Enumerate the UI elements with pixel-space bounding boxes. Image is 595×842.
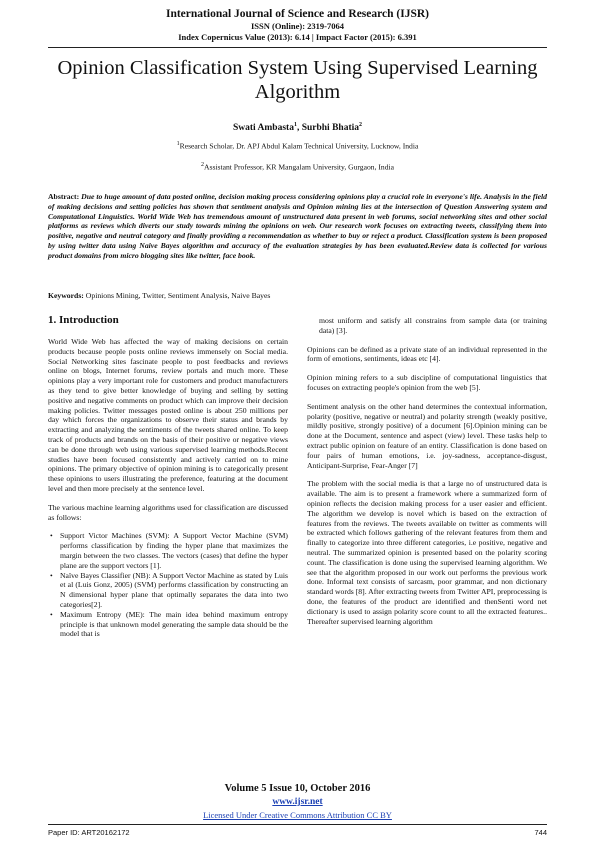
abstract-label: Abstract: [48, 192, 80, 201]
list-item-text: Maximum Entropy (ME): The main idea behind maximum entropy principle is that unknown model generating the sample data should be the model that is [60, 609, 288, 639]
footer-license-link[interactable]: Licensed Under Creative Commons Attribution CC BY [203, 810, 392, 820]
affiliation-2-mark: 2 [201, 162, 205, 168]
footer-volume: Volume 5 Issue 10, October 2016 [224, 783, 371, 794]
paragraph-opinions: Opinions can be defined as a private state of an individual represented in the form of emotions, sentiments, ideas etc [4]. [307, 344, 547, 364]
affiliation-1-mark: 1 [176, 141, 180, 147]
keywords [48, 291, 547, 300]
list-item-text: Support Victor Machines (SVM): A Support Vector Machine (SVM) performs classification by finding the hyper plane that maximizes the margin between the two classes. The vectors (cases) that define the hyper plane are the support vectors [1]. [60, 531, 288, 570]
page-number: 744 [534, 828, 547, 837]
affiliation-1 [48, 141, 547, 151]
paper-title: Opinion Classification System Using Supervised Learning Algorithm [57, 57, 538, 103]
footer-divider [48, 824, 547, 825]
left-column [48, 337, 288, 639]
intro-paragraph-2: The various machine learning algorithms used for classification are discussed as follows: [48, 502, 288, 522]
paragraph-sentiment-analysis: Sentiment analysis on the other hand determines the contextual information, polarity (positive, negative or neutral) and polarity strength (weakly positive, mildly positive, strongly positive) of a document [6].Opinion mining can be done at the Document, sentence and aspect (view) level. These tasks help to extract public opinion on feature of an entity. Classification is done based on four pairs of human emotions, i.e. joy-sadness, acceptance-disgust, Anticipant-Surprise, Fear-Anger [7] [307, 401, 547, 470]
affiliation-1-text: Research Scholar, Dr. APJ Abdul Kalam Technical University, Lucknow, India [179, 141, 419, 151]
header-divider [48, 47, 547, 48]
footer-paper-id: Paper ID: ART20162172 [48, 828, 130, 837]
paragraph-problem: The problem with the social media is that a large no of unstructured data is available. The aim is to present a framework where a summarized form of opinion reflects the decision making process for a user easier and efficient. The algorithm we develop is novel which is based on the extraction of features from the reviews. The tweets available on twitter as comments will be extracted which follows gathering of the relevant features from them and finally to categorize into three different categories, i.e positive, negative and neutral. The summarized opinion is presented based on the polarity scoring count. The classification is done using the supervised learning algorithm. We see that the algorithm proposed in our work out performs the previous work done. Informal text consists of sarcasm, poor grammar, and non dictionary standard words [8]. After extracting tweets from Twitter API, preprocessing is done, the features of the product are identified and thenSenti word net dictionary is used to assign polarity score count to all the extracted features.. Thereafter supervised learning algorithm [307, 479, 547, 626]
keywords-label: Keywords: [48, 291, 84, 300]
footer-url-link[interactable]: www.ijsr.net [272, 797, 323, 807]
algorithm-list [48, 531, 288, 639]
list-item [48, 531, 288, 570]
abstract-text: Due to huge amount of data posted online, decision making process considering opinions play a crucial role in everyone's life. Analysis in the field of making decisions and setting policies has shown that sentiment analysis and Opinion mining lies at the intersection of Question Answering system and Computational Linguistics. World Wide Web has tremendous amount of unstructured data present in web forums, social networking sites and other social platforms as reviews which diverts our study towards mining the opinions on web. Our research work focuses on extracting tweets, classifying them into positive, negative and neutral category and finally providing a recommendation as whether to buy or reject a product. Classification system is been proposed by using twitter data using Naive Bayes algorithm and accuracy of the evaluation strategies by has been evaluated.Review data is collected for various product domains from micro blogging sites like twitter, face book. [48, 192, 548, 260]
journal-header [0, 8, 595, 43]
author-1: Swati Ambasta [232, 123, 294, 134]
list-item-text: Naïve Bayes Classifier (NB): A Support Vector Machine as stated by Luis et al (Luis Gonz, 2005) (SVM) performs classification by constructing an N dimensional hyper plane that optimally separates the data into two categories[2]. [60, 570, 288, 609]
list-item [48, 610, 288, 639]
keywords-text: Opinions Mining, Twitter, Sentiment Analysis, Naive Bayes [85, 291, 271, 300]
journal-index: Index Copernicus Value (2013): 6.14 | Impact Factor (2015): 6.391 [178, 32, 417, 42]
author-separator: , [296, 123, 302, 134]
author-2: Surbhi Bhatia [301, 123, 359, 134]
affiliation-2 [48, 162, 547, 172]
author-1-affil-mark: 1 [293, 122, 297, 128]
abstract [48, 192, 547, 261]
list-item-continuation: most uniform and satisfy all constrains from sample data (or training data) [3]. [319, 316, 547, 335]
journal-issn: ISSN (Online): 2319-7064 [250, 21, 345, 31]
bullet-icon: • [50, 531, 53, 541]
author-2-affil-mark: 2 [359, 122, 362, 128]
affiliation-2-text: Assistant Professor, KR Mangalam University, Gurgaon, India [204, 162, 394, 172]
intro-paragraph-1: World Wide Web has affected the way of making decisions on certain products because people posts online reviews immensely on Social media. Social Networking sites fascinate people to post feedbacks and reviews online on blogs, Internet forums, review portals and much more. These opinions play a very important role for customers and product manufacturers as they tend to give better knowledge of buying and selling by setting positive and negative comments on product which can improve their decision making policies. Twitter messages posted online is about 250 millions per day which forces the organizations to observe their status and brands by extracting and analyzing the sentiments of the tweets shared online. To keep track of products and brands on the basis of their positive or negative views can be done through web using various supervised learning methods.Recent studies have been focused consistently and actively carried on to mine opinions. The primary objective of opinion mining is to categorically present these opinions to users illustrating the preference, featuring at the document level and then more precisely at the sentence level. [48, 337, 288, 493]
section-heading-introduction: 1. Introduction [48, 314, 119, 326]
paragraph-opinion-mining: Opinion mining refers to a sub discipline of computational linguistics that focuses on extracting people's opinion from the web [5]. [307, 373, 547, 392]
bullet-icon: • [50, 609, 53, 619]
bullet-icon: • [50, 570, 53, 580]
authors [48, 122, 547, 133]
list-item [48, 571, 288, 610]
journal-name: International Journal of Science and Research (IJSR) [165, 8, 429, 20]
right-column [307, 316, 547, 635]
